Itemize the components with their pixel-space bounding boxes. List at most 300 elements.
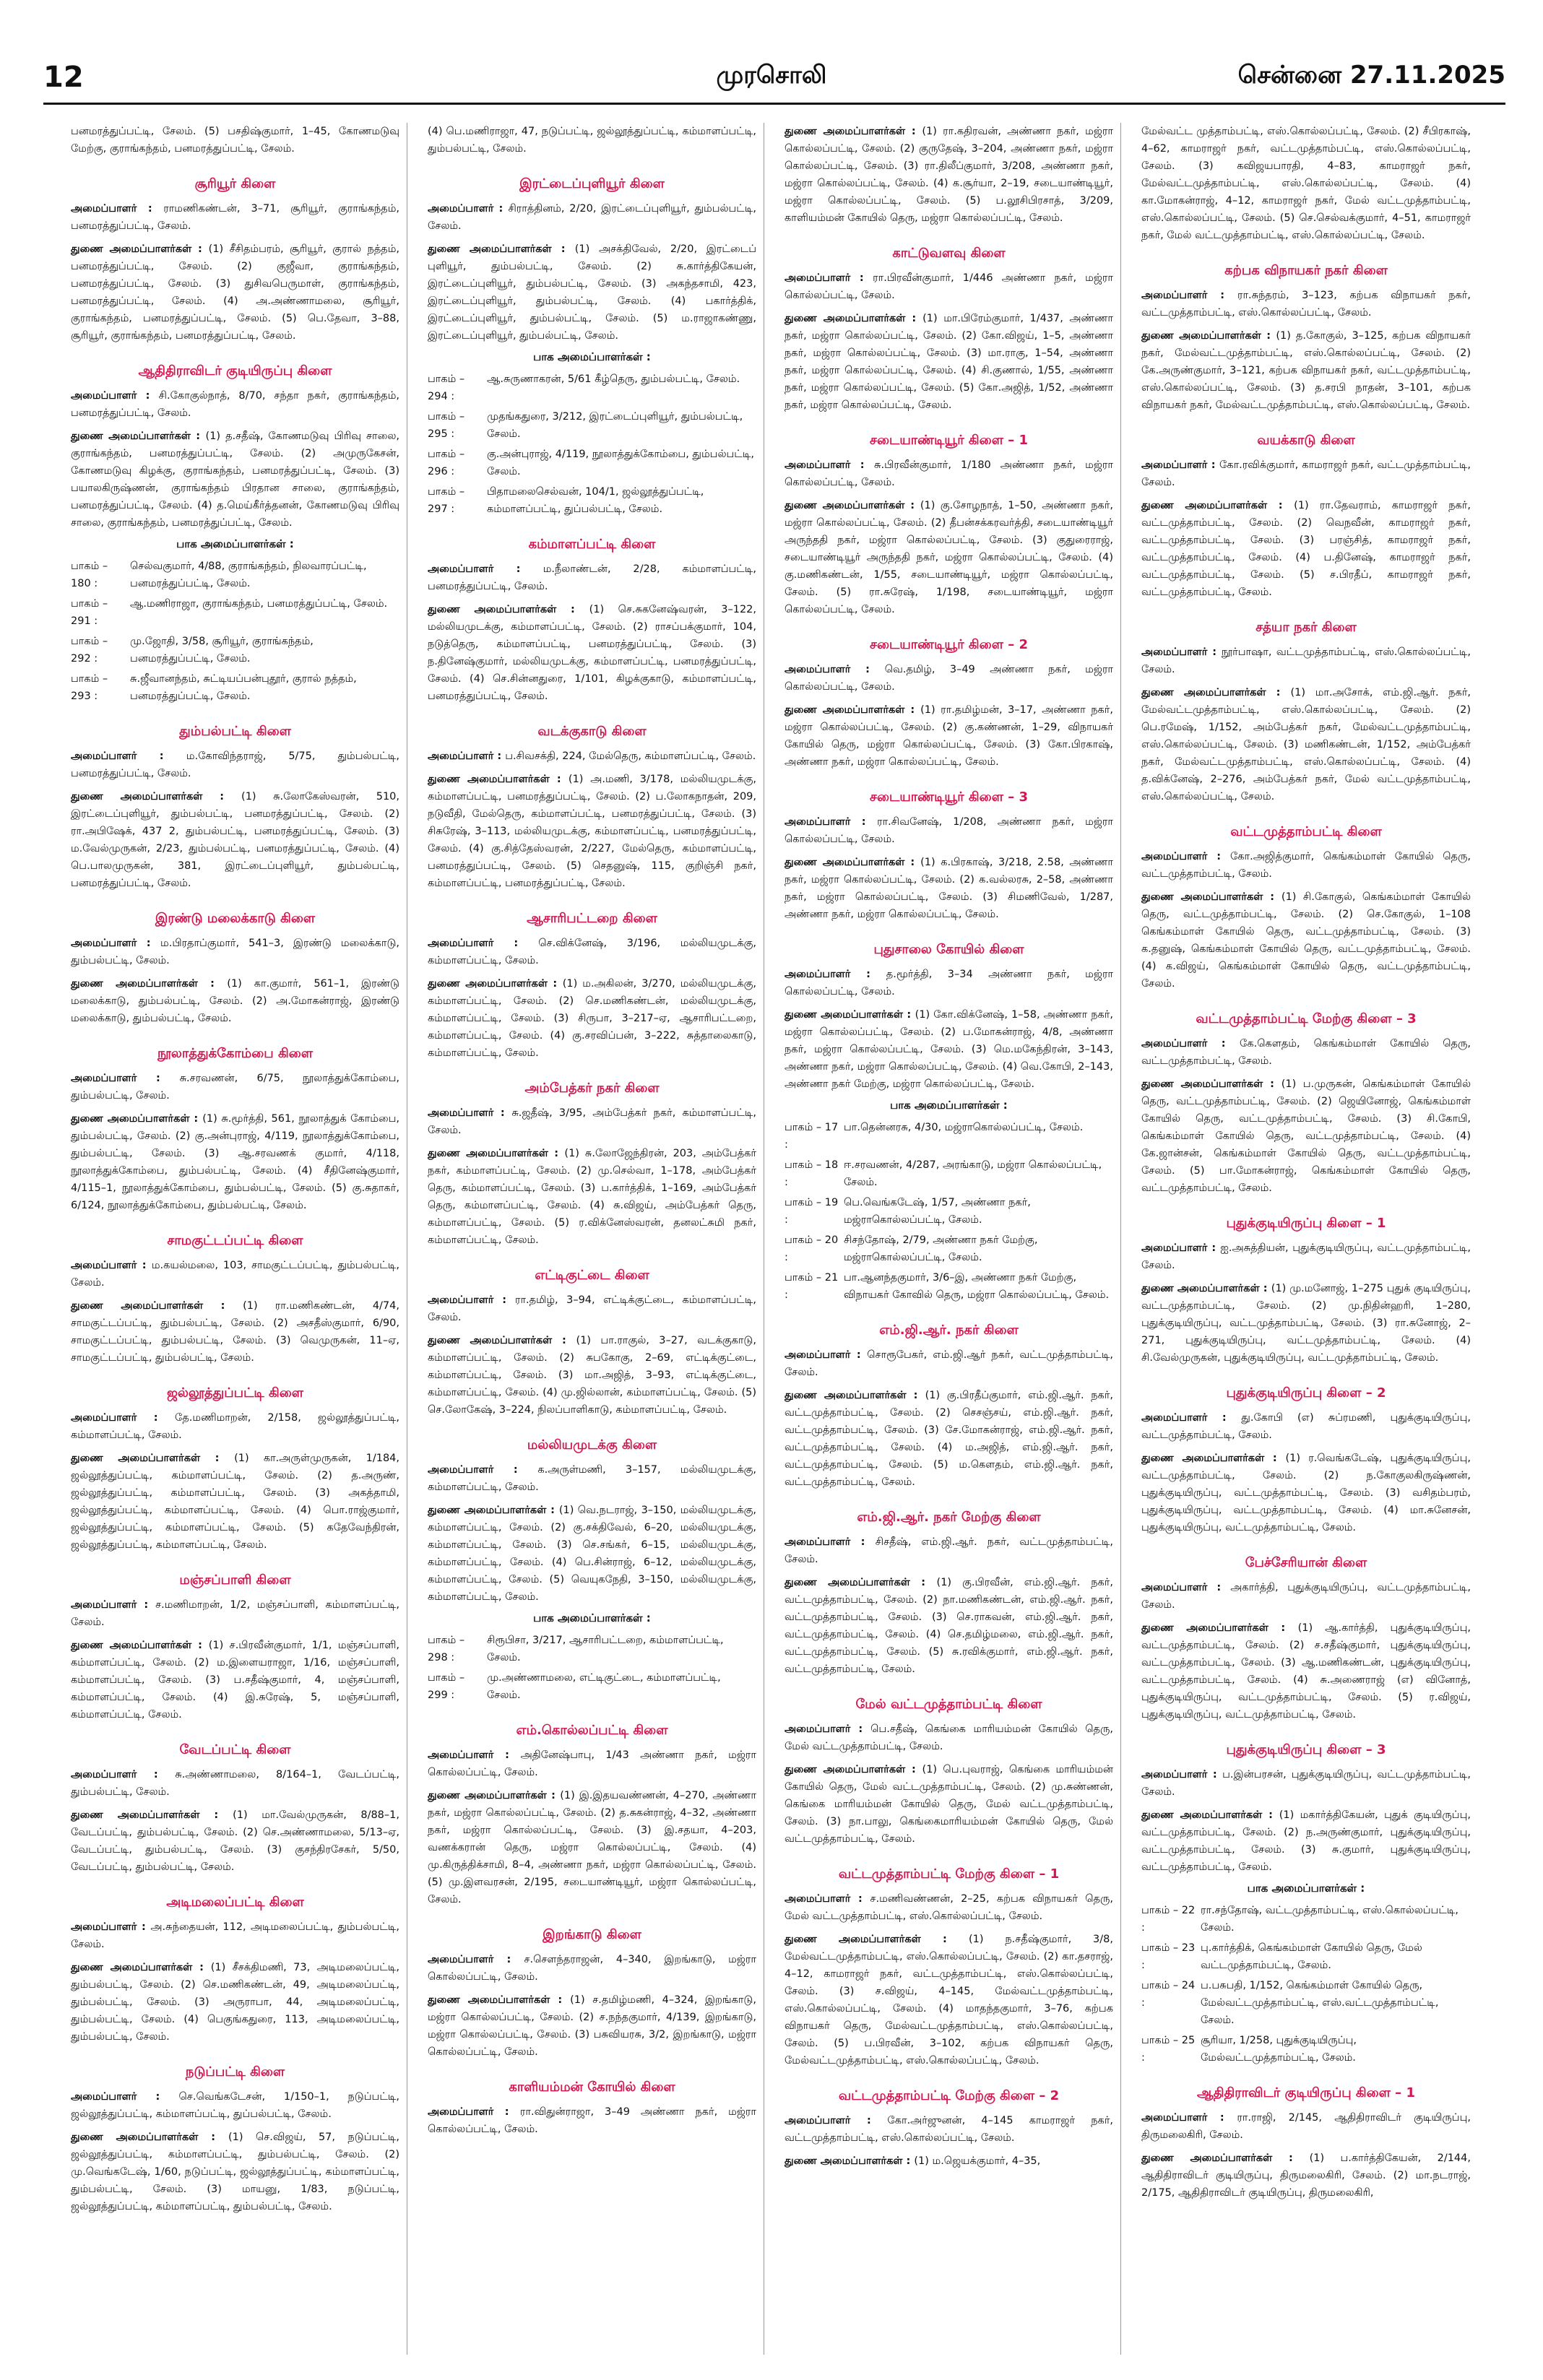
branch-heading: ஆதிதிராவிடர் குடியிருப்பு கிளை – 1 [1197,2085,1415,2100]
booth-organiser: பெ.வெங்கடேஷ், 1/57, அண்ணா நகர், மஜ்ராகொல்லப்பட்டி, சேலம். [844,1197,1031,1226]
column-1 [71,123,407,2355]
organiser-label: அமைப்பாளர் : [785,969,886,980]
booth-organisers-heading: பாக அமைப்பாளர்கள் : [890,1099,1008,1112]
booth-organisers-heading: பாக அமைப்பாளர்கள் : [533,350,651,363]
deputy-names: (1) கு.பிரதீப்குமார், எம்.ஜி.ஆர். நகர், வட்டமுத்தாம்பட்டி, சேலம். (2) செசஞ்சய், எம்.ஜி.ஆர். நகர், வட்டமுத்தாம்பட்டி, சேலம். (3) சே.மோகன்ராஜ், எம்.ஜி.ஆர். நகர், வட்டமுத்தாம்பட்டி, சேலம். (4) ம.அஜித், எம்.ஜி.ஆர். நகர், வட்டமுத்தாம்பட்டி, சேலம். (5) ம.கௌதம், எம்.ஜி.ஆர். நகர், வட்டமுத்தாம்பட்டி, சேலம். [785,1390,1113,1488]
deputy-label: துணை அமைப்பாளர்கள் : [428,604,589,615]
organiser-label: அமைப்பாளர் : [785,816,878,828]
organiser-label: அமைப்பாளர் : [428,1294,515,1306]
organiser [71,2088,399,2123]
deputy-organisers [428,241,756,345]
booth-number: பாகம் – 20 : [785,1234,839,1263]
branch-section [1141,620,1471,805]
booth-organiser: ஆ.சுருணாகரன், 5/61 கீழ்தெரு, தும்பல்பட்டி, சேலம். [487,373,740,385]
branch-section [428,123,756,157]
branch-heading: வயக்காடு கிளை [1257,433,1355,448]
organiser [1141,1035,1471,1070]
deputy-names: (1) மா.அசோக், எம்.ஜி.ஆர். நகர், மேல்வட்டமுத்தாம்பட்டி, எஸ்.கொல்லப்பட்டி, சேலம். (2) பெ.ரமேஷ், 1/152, அம்பேத்கர் நகர், மேல்வட்டமுத்தாம்பட்டி, எஸ்.கொல்லப்பட்டி, சேலம். (3) மணிகண்டன், 1/152, அம்பேத்கர் நகர், மேல்வட்டமுத்தாம்பட்டி, எஸ்.கொல்லப்பட்டி, சேலம். (4) த.விக்னேஷ், 2–276, அம்பேத்கர் நகர், மேல் வட்டமுத்தாம்பட்டி, எஸ்.கொல்லப்பட்டி, சேலம். [1141,687,1471,802]
branch-section [71,1572,399,1723]
organiser-name: சி.கோகுல்நாத், 8/70, சந்தா நகர், குராங்கந்தம், பனமரத்துப்பட்டி, சேலம். [71,390,399,419]
organiser [785,1890,1113,1925]
organiser-name: அகார்த்தி, புதுக்குடியிருப்பு, வட்டமுத்தாம்பட்டி, சேலம். [1141,1582,1471,1611]
booth-organiser: ப.பசுபதி, 1/152, கெங்கம்மாள் கோயில் தெரு, மேல்வட்டமுத்தாம்பட்டி, எஸ்.வட்டமுத்தாம்பட்டி, சேலம். [1201,1980,1439,2026]
booth-organiser: மு.ஜோதி, 3/58, சூரியூர், குராங்கந்தம், பனமரத்துப்பட்டி, சேலம். [130,636,314,665]
deputy-names: (1) பெ.புவராஜ், கெங்கை மாரியம்மன் கோயில் தெரு, மேல் வட்டமுத்தாம்பட்டி, சேலம். (2) மு.சுண்ணன், கெங்கை மாரியம்மன் கோயில் தெரு, மேல் வட்டமுத்தாம்பட்டி, சேலம். (3) நா.பாலு, கெங்கைமாரியம்மன் கோயில் தெரு, மேல் வட்டமுத்தாம்பட்டி, சேலம். [785,1764,1113,1845]
deputy-names: (1) இ.இதயவண்ணன், 4–270, அண்ணா நகர், மஜ்ரா கொல்லப்பட்டி, சேலம். (2) த.சுகன்ராஜ், 4–32, அண்ணா நகர், மஜ்ரா கொல்லப்பட்டி, சேலம். (3) இ.சதயா, 4–203, வணக்கரான் தெரு, மஜ்ரா கொல்லப்பட்டி, சேலம். (4) மு.கிருத்திக்சாமி, 8–4, அண்ணா நகர், மஜ்ரா கொல்லப்பட்டி, சேலம். (5) மு.இளவரசன், 2/195, சடையாண்டியூர், மஜ்ரா கொல்லப்பட்டி, சேலம். [428,1790,756,1905]
organiser-name: ச.மணிவண்ணன், 2–25, கற்பக விநாயகர் தெரு, மேல் வட்டமுத்தாம்பட்டி, எஸ்.கொல்லப்பட்டி, சேலம். [785,1893,1113,1922]
branch-section [71,1046,399,1214]
deputy-names: (1) மு.மனோஜ், 1–275 புதுக் குடியிருப்பு, வட்டமுத்தாம்பட்டி, சேலம். (2) மு.நிதின்ஹரி, 1–280, புதுக்குடியிருப்பு, வட்டமுத்தாம்பட்டி, சேலம். (3) ரா.சுனோஜ், 2–271, புதுக்குடியிருப்பு, வட்டமுத்தாம்பட்டி, சேலம். (4) சி.வேல்முருகன், புதுக்குடியிருப்பு, வட்டமுத்தாம்பட்டி, சேலம். [1141,1283,1471,1364]
booth-organiser: சிசந்தோஷ், 2/79, அண்ணா நகர் மேற்கு, மஜ்ராகொல்லப்பட்டி, சேலம். [844,1234,1038,1263]
organiser-name: ம.கோவிந்தராஜ், 5/75, தும்பல்பட்டி, பனமரத்துப்பட்டி, சேலம். [71,750,399,779]
booth-row [1141,2032,1471,2067]
booth-number: பாகம் – 291 : [71,598,108,627]
deputy-label: துணை அமைப்பாளர்கள் : [428,1994,571,2006]
branch-section [785,789,1113,923]
booth-organisers-heading: பாக அமைப்பாளர்கள் : [176,537,294,550]
deputy-label: துணை அமைப்பாளர்கள் : [785,1934,969,1945]
branch-section [785,1866,1113,2069]
organiser-name: வெ.தமிழ், 3–49 அண்ணா நகர், மஜ்ரா கொல்லப்பட்டி, சேலம். [785,664,1114,693]
deputy-organisers [71,2129,399,2215]
branch-heading: கம்மாளப்பட்டி கிளை [528,537,656,552]
organiser [428,1104,756,1139]
booth-organiser: சு.ஜீவானந்தம், சுட்டியப்பன்புதூர், குரால் நத்தம், பனமரத்துப்பட்டி, சேலம். [130,673,357,702]
booth-organiser: பா.தென்னரசு, 4/30, மஜ்ராகொல்லப்பட்டி, சேலம். [844,1122,1084,1133]
deputy-organisers [71,428,399,532]
deputy-organisers [1141,1619,1471,1723]
booth-organiser: பா.ஆனந்தகுமார், 3/6–இ, அண்ணா நகர் மேற்கு, விநாயகர் கோவில் தெரு, மஜ்ரா கொல்லப்பட்டி, சேலம். [844,1272,1110,1301]
deputy-label: துணை அமைப்பாளர்கள் : [785,1009,915,1021]
masthead-rule [43,103,1505,105]
booth-row [71,595,399,630]
booth-row [428,1632,756,1666]
deputy-names: (1) ரா.கதிரவன், அண்ணா நகர், மஜ்ரா கொல்லப்பட்டி, சேலம். (2) குருதேஷ், 3–204, அண்ணா நகர், மஜ்ரா கொல்லப்பட்டி, சேலம். (3) ரா.திலீப்குமார், 3/208, அண்ணா நகர், மஜ்ரா கொல்லப்பட்டி, சேலம். (4) க.சூர்யா, 2–19, சடையாண்டியூர், மஜ்ரா கொல்லப்பட்டி, சேலம். (5) ப.லூசிபிரசாத், 3/209, காளியம்மன் கோயில் தெரு, மஜ்ரா கொல்லப்பட்டி, சேலம். [785,126,1113,224]
branch-section [785,1697,1113,1848]
deputy-label: துணை அமைப்பாளர்கள் : [1141,1078,1281,1090]
organiser [785,661,1113,696]
organiser [428,1461,756,1496]
branch-heading: ஆதிதிராவிடர் குடியிருப்பு கிளை [138,363,332,378]
branch-section [785,942,1113,1304]
organiser-label: அமைப்பாளர் : [71,1412,176,1424]
booth-number: பாகம் – 295 : [428,411,465,440]
booth-organiser: பிதாமலைசெல்வன், 104/1, ஜல்லூத்துப்பட்டி, கம்மாளப்பட்டி, துப்பல்பட்டி, சேலம். [487,486,704,515]
organiser [71,1918,399,1953]
booth-number: பாகம் – 297 : [428,486,465,515]
branch-heading: ஜல்லூத்துப்பட்டி கிளை [166,1385,304,1401]
organiser-label: அமைப்பாளர் : [71,1073,180,1084]
deputy-names: (1) கு.சோழநாத், 1–50, அண்ணா நகர், மஜ்ரா கொல்லப்பட்டி, சேலம். (2) தீபன்சக்கரவர்த்தி, சடையாண்டியூர் அருந்ததி நகர், மஜ்ரா கொல்லப்பட்டி, சேலம். (3) குதுரைராஜ், சடையாண்டியூர் அருந்ததி நகர், மஜ்ரா கொல்லப்பட்டி, சேலம். (4) கு.மணிகண்டன், 1/55, சடையாண்டியூர், மஜ்ரா கொல்லப்பட்டி, சேலம். (5) ரா.சுரேஷ், 1/198, சடையாண்டியூர், மஜ்ரா கொல்லப்பட்டி, சேலம். [785,500,1113,615]
organiser-label: அமைப்பாளர் : [1141,290,1237,301]
branch-heading: புதுக்குடியிருப்பு கிளை – 1 [1226,1216,1386,1231]
branch-section [1141,1742,1471,2067]
organiser-label: அமைப்பாளர் : [71,203,164,215]
branch-section [785,1510,1113,1678]
booth-row [785,1156,1113,1191]
edition-date: சென்னை 27.11.2025 [1237,61,1505,90]
deputy-label: துணை அமைப்பாளர்கள் : [785,2155,915,2167]
booth-row [71,670,399,705]
organiser-name: ரா.சிவனேஷ், 1/208, அண்ணா நகர், மஜ்ரா கொல்லப்பட்டி, சேலம். [785,816,1113,845]
deputy-names: (1) சு.லோகேஸ்வரன், 510, இரட்டைப்புளியூர், தும்பல்பட்டி, பனமரத்துப்பட்டி, சேலம். (2) ரா.அபிஷேக், 437 2, தும்பல்பட்டி, பனமரத்துப்பட்டி, சேலம். (3) ம.வேல்முருகன், 2/23, தும்பல்பட்டி, பனமரத்துப்பட்டி, சேலம். (4) பெ.பாலமுருகன், 381, இரட்டைப்புளியூர், தும்பல்பட்டி, பனமரத்துப்பட்டி, சேலம். [71,791,400,889]
deputy-organisers [785,1387,1113,1491]
booth-organisers-heading: பாக அமைப்பாளர்கள் : [1247,1882,1365,1895]
branch-section [428,537,756,705]
organiser [785,456,1113,491]
deputy-names: (1) ர.வெங்கடேஷ், புதுக்குடியிருப்பு, வட்டமுத்தாம்பட்டி, சேலம். (2) ந.கோகுலகிருஷ்ணன், புதுக்குடியிருப்பு, வட்டமுத்தாம்பட்டி, சேலம். (3) வசிதம்பரம், புதுக்குடியிருப்பு, வட்டமுத்தாம்பட்டி, சேலம். (4) மா.சுனேசன், புதுக்குடியிருப்பு, வட்டமுத்தாம்பட்டி, சேலம். [1141,1453,1471,1533]
branch-section [785,2088,1113,2170]
organiser-label: அமைப்பாளர் : [71,1260,152,1271]
deputy-names: (1) மா.பிரேம்குமார், 1/437, அண்ணா நகர், மஜ்ரா கொல்லப்பட்டி, சேலம். (2) கோ.விஜய், 1–5, அண்ணா நகர், மஜ்ரா கொல்லப்பட்டி, சேலம். (3) மா.ராகு, 1–54, அண்ணா நகர், மஜ்ரா கொல்லப்பட்டி, சேலம். (4) சி.குணால், 1/55, அண்ணா நகர், மஜ்ரா கொல்லப்பட்டி, சேலம். (5) கோ.அஜித், 1/52, அண்ணா நகர், மஜ்ரா கொல்லப்பட்டி, சேலம். [785,313,1113,411]
organiser [71,387,399,422]
deputy-names: (1) சி.கோகுல், கெங்கம்மாள் கோயில் தெரு, வட்டமுத்தாம்பட்டி, சேலம். (2) செ.கோகுல், 1–108 கெங்கம்மாள் கோயில் தெரு, வட்டமுத்தாம்பட்டி, சேலம். (3) க.தனுஷ், கெங்கம்மாள் கோயில் தெரு, வட்டமுத்தாம்பட்டி, சேலம். (4) க.விஜய், கெங்கம்மாள் கோயில் தெரு, வட்டமுத்தாம்பட்டி, சேலம். [1141,891,1471,990]
organiser [428,748,756,765]
deputy-names: (1) மகார்த்திகேயன், புதுக் குடியிருப்பு, வட்டமுத்தாம்பட்டி, சேலம். (2) ந.அருண்குமார், புதுக்குடியிருப்பு, வட்டமுத்தாம்பட்டி, சேலம். (3) சு.குமார், புதுக்குடியிருப்பு, வட்டமுத்தாம்பட்டி, சேலம். [1141,1809,1471,1873]
organiser [428,1747,756,1781]
deputy-label: துணை அமைப்பாளர்கள் : [785,500,920,511]
organiser-name: ரா.தமிழ், 3–94, எட்டிக்குட்டை, கம்மாளப்பட்டி, சேலம். [428,1294,756,1323]
organiser [1141,2109,1471,2144]
organiser [785,1721,1113,1755]
deputy-label: துணை அமைப்பாளர்கள் : [71,791,242,802]
deputy-organisers [785,854,1113,923]
deputy-label: துணை அமைப்பாளர்கள் : [428,243,575,255]
deputy-names: (1) சு.மூர்த்தி, 561, நூலாத்துக் கோம்பை, தும்பல்பட்டி, சேலம். (2) கு.அன்புராஜ், 4/119, நூலாத்துக்கோம்பை, தும்பல்பட்டி, சேலம். (3) ஆ.சரவணக் குமார், 4/118, நூலாத்துக்கோம்பை, தும்பல்பட்டி, சேலம். (4) சீதினேஷ்குமார், 4/115–1, நூலாத்துக்கோம்பை, தும்பல்பட்டி, சேலம். (5) கு.சுதாகர், 6/124, நூலாத்துக்கோம்பை, தும்பல்பட்டி, சேலம். [71,1113,399,1211]
organiser-name: ப.இன்பரசன், புதுக்குடியிருப்பு, வட்டமுத்தாம்பட்டி, சேலம். [1141,1769,1471,1798]
deputy-organisers [1141,1450,1471,1536]
deputy-label: துணை அமைப்பாளர்கள் : [1141,500,1295,511]
organiser-label: அமைப்பாளர் : [1141,1769,1223,1780]
booth-row [71,633,399,667]
organiser [428,561,756,595]
booth-number: பாகம் – 180 : [71,561,108,589]
organiser-label: அமைப்பாளர் : [71,750,186,762]
continued-text: பனமரத்துப்பட்டி, சேலம். (5) பசதிஷ்குமார், 1–45, கோணமடுவு மேற்கு, குராங்கந்தம், பனமரத்துப்பட்டி, சேலம். [71,126,399,155]
organiser-label: அமைப்பாளர் : [71,938,161,949]
deputy-organisers [785,1761,1113,1848]
deputy-label: துணை அமைப்பாளர்கள் : [71,1453,235,1464]
organiser-label: அமைப்பாளர் : [428,750,506,762]
organiser [1141,287,1471,321]
organiser-name: செ.வெங்கடேசன், 1/150–1, நடுப்பட்டி, ஜல்லூத்துப்பட்டி, கம்மாளப்பட்டி, துப்பல்பட்டி, சேலம். [71,2091,400,2120]
branch-heading: இரண்டு மலைக்காடு கிளை [155,911,316,926]
deputy-organisers [1141,327,1471,414]
branch-section [1141,1555,1471,1723]
deputy-organisers [1141,497,1471,601]
branch-heading: காளியம்மன் கோயில் கிளை [509,2080,675,2095]
deputy-names: (1) செ.சுகனேஷ்வரன், 3–122, மல்லியமுடக்கு, கம்மாளப்பட்டி, சேலம். (2) ராசப்பக்குமார், 104, நடுத்தெரு, கம்மாளப்பட்டி, பனமரத்துப்பட்டி, சேலம். (3) ந.தினேஷ்குமார், மல்லியமுடக்கு, கம்மாளப்பட்டி, பனமரத்துப்பட்டி, சேலம். (4) செ.சின்னதுரை, 1/101, கிழக்குகாடு, கம்மாளப்பட்டி, பனமரத்துப்பட்டி, சேலம். [428,604,756,702]
booth-number: பாகம் – 299 : [428,1672,465,1701]
deputy-names: (1) அசக்திவேல், 2/20, இரட்டைப் புளியூர், தும்பல்பட்டி, சேலம். (2) சு.கார்த்திகேயன், இரட்டைப்புளியூர், தும்பல்பட்டி, சேலம். (3) அகந்தசாமி, 423, இரட்டைப்புளியூர், தும்பல்பட்டி, சேலம். (4) பகார்த்திக், இரட்டைப்புளியூர், தும்பல்பட்டி, சேலம். (5) ம.ராஜாகண்ணு, இரட்டைப்புளியூர், தும்பல்பட்டி, சேலம். [428,243,756,342]
branch-section [428,1437,756,1704]
branch-section [1141,433,1471,601]
deputy-names: (1) த.கோகுல், 3–125, கற்பக விநாயகர் நகர், மேல்வட்டமுத்தாம்பட்டி, எஸ்.கொல்லப்பட்டி, சேலம். (2) கே.அருண்குமார், 3–121, கற்பக விநாயகர் நகர், வட்டமுத்தாம்பட்டி, எஸ்.கொல்லப்பட்டி, சேலம். (3) த.சரபி நாதன், 3–101, கற்பக விநாயகர் நகர், மேல்வட்டமுத்தாம்பட்டி, எஸ்.கொல்லப்பட்டி, சேலம். [1141,330,1471,411]
deputy-organisers [1141,888,1471,992]
organiser-name: சிசதீஷ், எம்.ஜி.ஆர். நகர், வட்டமுத்தாம்பட்டி, சேலம். [785,1536,1113,1565]
deputy-organisers [71,1806,399,1876]
column-2 [428,123,764,2355]
branch-heading: நூலாத்துக்கோம்பை கிளை [157,1046,313,1061]
booth-number: பாகம் – 292 : [71,636,108,665]
booth-organiser: ஆ.மணிராஜா, குராங்கந்தம், பனமரத்துப்பட்டி, சேலம். [130,598,388,610]
booth-row [785,1119,1113,1154]
organiser-name: நூர்பாஷா, வட்டமுத்தாம்பட்டி, எஸ்.கொல்லப்பட்டி, சேலம். [1141,646,1471,675]
branch-section [71,724,399,892]
deputy-label: துணை அமைப்பாளர்கள் : [71,1300,243,1312]
organiser-label: அமைப்பாளர் : [428,203,509,215]
continued-text: மேல்வட்ட முத்தாம்பட்டி, எஸ்.கொல்லப்பட்டி, சேலம். (2) சீபிரகாஷ், 4–62, காமராஜர் நகர், வட்டமுத்தாம்பட்டி, எஸ்.கொல்லப்பட்டி, சேலம். (3) கவிஜயபாரதி, 4–83, காமராஜர் நகர், மேல்வட்டமுத்தாம்பட்டி, எஸ்.கொல்லப்பட்டி, சேலம். (4) கா.மோகன்ராஜ், 4–12, காமராஜர் நகர், மேல் வட்டமுத்தாம்பட்டி, எஸ்.கொல்லப்பட்டி, சேலம். (5) செ.செல்வக்குமார், 4–51, காமராஜர் நகர், மேல் வட்டமுத்தாம்பட்டி, எஸ்.கொல்லப்பட்டி, சேலம். [1141,126,1471,241]
booth-organiser: கு.அன்புராஜ், 4/119, நூலாத்துக்கோம்பை, தும்பல்பட்டி, சேலம். [487,449,754,477]
organiser [1141,644,1471,678]
deputy-names: (1) ம.அகிலன், 3/270, மல்லியமுடக்கு, கம்மாளப்பட்டி, சேலம். (2) செ.மணிகண்டன், மல்லியமுடக்கு, கம்மாளப்பட்டி, சேலம். (3) சிருபா, 3–217–ஏ, ஆசாரிபட்டறை, கம்மாளப்பட்டி, சேலம். (4) கு.சரவிப்பன், 3–222, சுத்தாலைகாடு, கம்மாளப்பட்டி, சேலம். [428,978,756,1059]
branch-heading: இறங்காடு கிளை [543,1927,641,1942]
deputy-label: துணை அமைப்பாளர்கள் : [71,1962,211,1973]
organiser [1141,1239,1471,1274]
booth-organiser: பு.கார்த்திக், கெங்கம்மாள் கோயில் தெரு, மேல் வட்டமுத்தாம்பட்டி, சேலம். [1201,1942,1422,1971]
deputy-names: (1) த.சதீஷ், கோணமடுவு பிரிவு சாலை, குராங்கந்தம், பனமரத்துப்பட்டி, சேலம். (2) அமுருகேசன், கோணமடுவு கிழக்கு, குராங்கந்தம், பனமரத்துப்பட்டி, சேலம். (3) பயாலகிருஷ்ணன், குராங்கந்தம் பிரதான சாலை, குராங்கந்தம், பனமரத்துப்பட்டி, சேலம். (4) த.மெய்கீர்த்தனன், கோணமடுவு பிரிவு சாலை, குராங்கந்தம், பனமரத்துப்பட்டி, சேலம். [71,430,399,529]
organiser-label: அமைப்பாளர் : [71,1769,176,1780]
booth-row [1141,1977,1471,2029]
organiser-name: ச.செளந்தராஜன், 4–340, இறங்காடு, மஜ்ரா கொல்லப்பட்டி, சேலம். [428,1954,756,1983]
organiser-name: ம.பிரதாப்குமார், 541–3, இரண்டு மலைக்காடு, தும்பல்பட்டி, சேலம். [71,938,399,966]
deputy-label: துணை அமைப்பாளர்கள் : [1141,891,1281,903]
organiser [71,1409,399,1444]
booth-organiser: முதங்கதுரை, 3/212, இரட்டைப்புளியூர், தும்பல்பட்டி, சேலம். [487,411,743,440]
organiser-name: கோ.ரவிக்குமார், காமராஜர் நகர், வட்டமுத்தாம்பட்டி, சேலம். [1141,459,1471,488]
branch-section [71,123,399,157]
branch-section [71,363,399,705]
organiser-label: அமைப்பாளர் : [1141,1242,1221,1254]
deputy-organisers [428,601,756,705]
branch-section [71,1233,399,1367]
organiser-label: அமைப்பாளர் : [71,2091,179,2103]
deputy-names: (1) சீசிதம்பரம், சூரியூர், குரால் நத்தம், பனமரத்துப்பட்டி, சேலம். (2) குஜீவா, குராங்கந்தம், பனமரத்துப்பட்டி, சேலம். (3) துசிவபெருமாள், குராங்கந்தம், பனமரத்துப்பட்டி, சேலம். (4) அ.அண்ணாமலை, சூரியூர், குராங்கந்தம், பனமரத்துப்பட்டி, சேலம். (5) பெ.தேவா, 3–88, சூரியூர், குராங்கந்தம், பனமரத்துப்பட்டி, சேலம். [71,243,400,342]
booth-row [428,1669,756,1704]
organiser-label: அமைப்பாளர் : [71,1599,156,1611]
deputy-names: (1) ப.முருகன், கெங்கம்மாள் கோயில் தெரு, வட்டமுத்தாம்பட்டி, சேலம். (2) ஜெயினோஜ், கெங்கம்மாள் கோயில் தெரு, வட்டமுத்தாம்பட்டி, சேலம். (3) சி.கோபி, கெங்கம்மாள் கோயில் தெரு, வட்டமுத்தாம்பட்டி, சேலம். (4) கே.ஜான்சன், கெங்கம்மாள் கோயில் தெரு, வட்டமுத்தாம்பட்டி, சேலம். (5) பா.மோகன்ராஜ், கெங்கம்மாள் கோயில் தெரு, வட்டமுத்தாம்பட்டி, சேலம். [1141,1078,1471,1194]
deputy-label: துணை அமைப்பாளர்கள் : [1141,330,1276,342]
deputy-organisers [71,788,399,892]
organiser-label: அமைப்பாளர் : [428,938,539,949]
booth-row [428,483,756,518]
organiser [785,269,1113,304]
branch-section [785,1323,1113,1491]
branch-section [428,176,756,518]
branch-heading: எட்டிகுட்டை கிளை [535,1268,649,1283]
deputy-names: (1) ப.கார்த்திகேயன், 2/144, ஆதிதிராவிடர் குடியிருப்பு, திருமலைகிரி, சேலம். (2) மா.நடராஜ், 2/175, ஆதிதிராவிடர் குடியிருப்பு, திருமலைகிரி, [1141,2152,1471,2199]
deputy-label: துணை அமைப்பாளர்கள் : [71,2132,228,2143]
booth-row [71,558,399,592]
deputy-names: (1) ந.சதீஷ்குமார், 3/8, மேல்வட்டமுத்தாம்பட்டி, எஸ்.கொல்லப்பட்டி, சேலம். (2) கா.தசராஜ், 4–12, காமராஜர் நகர், வட்டமுத்தாம்பட்டி, எஸ்.கொல்லப்பட்டி, சேலம். (3) ச.விஜய், 4–145, மேல்வட்டமுத்தாம்பட்டி, எஸ்.கொல்லப்பட்டி, சேலம். (4) மாதந்தகுமார், 3–76, கற்பக விநாயகர் தெரு, மேல்வட்டமுத்தாம்பட்டி, எஸ்.கொல்லப்பட்டி, சேலம். (5) ப.பிரவீன், 3–102, கற்பக விநாயகர் தெரு, மேல்வட்டமுத்தாம்பட்டி, எஸ்.கொல்லப்பட்டி, சேலம். [785,1934,1113,2067]
deputy-label: துணை அமைப்பாளர்கள் : [785,704,921,716]
organiser-label: அமைப்பாளர் : [1141,1412,1242,1424]
organiser-label: அமைப்பாளர் : [1141,459,1220,471]
branch-section [428,1081,756,1249]
deputy-label: துணை அமைப்பாளர்கள் : [428,978,563,990]
deputy-organisers [785,123,1113,227]
deputy-organisers [785,310,1113,414]
organiser-name: ரா.சுந்தரம், 3–123, கற்பக விநாயகர் நகர், வட்டமுத்தாம்பட்டி, எஸ்.கொல்லப்பட்டி, சேலம். [1141,290,1471,319]
booth-organiser: சிரூபிசா, 3/217, ஆசாரிபட்டறை, கம்மாளப்பட்டி, சேலம். [487,1635,724,1663]
organiser-name: ம.நீலாண்டன், 2/28, கம்மாளப்பட்டி, பனமரத்துப்பட்டி, சேலம். [428,563,756,592]
deputy-organisers [428,1991,756,2061]
organiser-label: அமைப்பாளர் : [1141,646,1222,658]
deputy-names: (1) ஆ.கார்த்தி, புதுக்குடியிருப்பு, வட்டமுத்தாம்பட்டி, சேலம். (2) ச.சதீஷ்குமார், புதுக்குடியிருப்பு, வட்டமுத்தாம்பட்டி, சேலம். (3) ஆ.மணிகண்டன், புதுக்குடியிருப்பு, வட்டமுத்தாம்பட்டி, சேலம். (4) சு.அணைராஜ் (எ) வினோத், புதுக்குடியிருப்பு, வட்டமுத்தாம்பட்டி, சேலம். (5) ர.விஜய், புதுக்குடியிருப்பு, வட்டமுத்தாம்பட்டி, சேலம். [1141,1622,1471,1721]
organiser-label: அமைப்பாளர் : [1141,1038,1240,1050]
booth-row [785,1232,1113,1266]
organiser [71,1070,399,1104]
organiser-name: சு.பிரவீன்குமார், 1/180 அண்ணா நகர், மஜ்ரா கொல்லப்பட்டி, சேலம். [785,459,1114,488]
booth-row [428,371,756,405]
deputy-label: துணை அமைப்பாளர்கள் : [1141,1622,1298,1634]
organiser [785,966,1113,1000]
booth-row [785,1194,1113,1229]
deputy-names: (1) க.பிரகாஷ், 3/218, 2.58, அண்ணா நகர், மஜ்ரா கொல்லப்பட்டி, சேலம். (2) க.வல்லரசு, 2–58, அண்ணா நகர், மஜ்ரா கொல்லப்பட்டி, சேலம். (3) சிமணிவேல், 1/287, அண்ணா நகர், மஜ்ரா கொல்லப்பட்டி, சேலம். [785,857,1113,920]
deputy-names: (1) செ.விஜய், 57, நடுப்பட்டி, ஜல்லூத்துப்பட்டி, கம்மாளப்பட்டி, தும்பல்பட்டி, சேலம். (2) மு.வெங்கடேஷ், 1/60, நடுப்பட்டி, ஜல்லூத்துப்பட்டி, கம்மாளப்பட்டி, தும்பல்பட்டி, சேலம். (3) மாயனு, 1/83, நடுப்பட்டி, ஜல்லூத்துப்பட்டி, கம்மாளப்பட்டி, தும்பல்பட்டி, சேலம். [71,2132,399,2212]
branch-section [1141,1011,1471,1197]
deputy-organisers [428,975,756,1062]
organiser-name: ராமணிகண்டன், 3–71, சூரியூர், குராங்கந்தம், பனமரத்துப்பட்டி, சேலம். [71,203,400,232]
organiser [428,200,756,235]
organiser-name: ம.கயல்மலை, 103, சாமகுட்டப்பட்டி, தும்பல்பட்டி, சேலம். [71,1260,399,1289]
booth-organiser: மு.அண்ணாமலை, எட்டிகுட்டை, கம்மாளப்பட்டி, சேலம். [487,1672,721,1701]
branch-heading: எம்.ஜி.ஆர். நகர் கிளை [879,1323,1019,1338]
deputy-names: (1) பா.ராகுல், 3–27, வடக்குகாடு, கம்மாளப்பட்டி, சேலம். (2) சுபகோகு, 2–69, எட்டிக்குட்டை, கம்மாளப்பட்டி, சேலம். (3) மா.அஜித், 3–93, எட்டிக்குட்டை, கம்மாளப்பட்டி, சேலம். (4) மு.ஜில்லான், கம்மாளப்பட்டி, சேலம். (5) செ.லோகேஷ், 3–224, நிலப்பாளிகாடு, கம்மாளப்பட்டி, சேலம். [428,1335,756,1416]
newspaper-name: முரசொலி [716,61,827,90]
branch-heading: புதுசாலை கோயில் கிளை [873,942,1024,957]
branch-heading: காட்டுவளவு கிளை [892,246,1006,261]
deputy-names: (1) அ.மணி, 3/178, மல்லியமுடக்கு, கம்மாளப்பட்டி, பனமரத்துப்பட்டி, சேலம். (2) ப.லோகநாதன், 209, நடுவீதி, மேல்தெரு, கம்மாளப்பட்டி, பனமரத்துப்பட்டி, சேலம். (3) சிசுரேஷ், 3–113, மல்லியமுடக்கு, கம்மாளப்பட்டி, பனமரத்துப்பட்டி, சேலம். (4) கு.சித்தேஸ்வரன், 2/227, மேல்தெரு, கம்மாளப்பட்டி, பனமரத்துப்பட்டி, சேலம். (5) செதனுஷ், 115, குறிஞ்சி நகர், கம்மாளப்பட்டி, பனமரத்துப்பட்டி, சேலம். [428,774,756,889]
branch-section [428,1927,756,2061]
branch-section [428,1268,756,1419]
branch-heading: கற்பக விநாயகர் நகர் கிளை [1224,263,1388,278]
deputy-organisers [428,1145,756,1249]
booth-row [785,1269,1113,1304]
booth-row [428,408,756,443]
branch-heading: வேடப்பட்டி கிளை [179,1742,291,1757]
deputy-organisers [428,771,756,892]
deputy-label: துணை அமைப்பாளர்கள் : [785,1390,925,1401]
branch-heading: தும்பல்பட்டி கிளை [179,724,291,739]
branch-heading: சடையாண்டியூர் கிளை – 2 [870,637,1028,652]
deputy-label: துணை அமைப்பாளர்கள் : [71,1640,209,1651]
organiser-name: சு.ஜதீஷ், 3/95, அம்பேத்கர் நகர், கம்மாளப்பட்டி, சேலம். [428,1107,757,1136]
organiser-label: அமைப்பாளர் : [428,1954,524,1965]
branch-heading: வடக்குகாடு கிளை [537,724,647,739]
organiser-name: ஐ.அசுத்தியன், புதுக்குடியிருப்பு, வட்டமுத்தாம்பட்டி, சேலம். [1141,1242,1471,1271]
organiser-label: அமைப்பாளர் : [71,1921,151,1933]
organiser-name: கோ.அர்ஜுனன், 4–145 காமராஜர் நகர், வட்டமுத்தாம்பட்டி, எஸ்.கொல்லப்பட்டி, சேலம். [785,2115,1114,2144]
organiser [71,1257,399,1291]
deputy-label: துணை அமைப்பாளர்கள் : [1141,2152,1310,2164]
organiser [71,935,399,969]
organiser-label: அமைப்பாளர் : [785,1893,870,1905]
organiser [1141,456,1471,491]
deputy-names: (1) ச.பிரவீன்குமார், 1/1, மஞ்சப்பாளி, கம்மாளப்பட்டி, சேலம். (2) ம.இளையராஜா, 1/16, மஞ்சப்பாளி, கம்மாளப்பட்டி, சேலம். (3) ப.சதீஷ்குமார், 4, மஞ்சப்பாளி, கம்மாளப்பட்டி, சேலம். (4) இ.சுரேஷ், 5, மஞ்சப்பாளி, கம்மாளப்பட்டி, சேலம். [71,1640,399,1721]
organiser-name: அதினேஷ்பாபு, 1/43 அண்ணா நகர், மஜ்ரா கொல்லப்பட்டி, சேலம். [428,1749,756,1778]
organiser [428,2103,756,2138]
continued-text: (4) பெ.மணிராஜா, 47, நடுப்பட்டி, ஜல்லூத்துப்பட்டி, கம்மாளப்பட்டி, தும்பல்பட்டி, சேலம். [428,126,756,155]
branch-section [428,2080,756,2138]
branch-heading: பேச்சேரியான் கிளை [1245,1555,1367,1570]
organiser-name: ரா.பிரவீன்குமார், 1/446 அண்ணா நகர், மஜ்ரா கொல்லப்பட்டி, சேலம். [785,272,1113,301]
organiser [785,1346,1113,1381]
branch-heading: சூரியூர் கிளை [194,176,276,191]
branch-heading: சத்யா நகர் கிளை [1255,620,1357,635]
deputy-label: துணை அமைப்பாளர்கள் : [1141,687,1291,698]
booth-organiser: சூரியா, 1/258, புதுக்குடியிருப்பு, மேல்வட்டமுத்தாம்பட்டி, சேலம். [1201,2035,1357,2064]
organiser-name: கோ.அஜித்குமார், கெங்கம்மாள் கோயில் தெரு, வட்டமுத்தாம்பட்டி, சேலம். [1141,851,1471,880]
booth-organiser: செல்வகுமார், 4/88, குராங்கந்தம், நிலவாரப்பட்டி, பனமரத்துப்பட்டி, சேலம். [130,561,367,589]
deputy-label: துணை அமைப்பாளர்கள் : [71,1113,203,1125]
deputy-organisers [71,975,399,1027]
organiser-label: அமைப்பாளர் : [1141,1582,1231,1593]
booth-row [1141,1939,1471,1974]
branch-section [71,2064,399,2215]
deputy-organisers [785,701,1113,771]
organiser-name: சு.சரவணன், 6/75, நூலாத்துக்கோம்பை, தும்பல்பட்டி, சேலம். [71,1073,399,1102]
deputy-label: துணை அமைப்பாளர்கள் : [71,978,228,990]
deputy-organisers [1141,1280,1471,1367]
deputy-organisers [785,1574,1113,1678]
branch-section [785,246,1113,414]
branch-heading: அடிமலைப்பட்டி கிளை [166,1895,304,1910]
deputy-organisers [785,2152,1113,2170]
branch-section [71,911,399,1027]
booth-organisers-heading: பாக அமைப்பாளர்கள் : [533,1611,651,1624]
deputy-organisers [71,1959,399,2046]
booth-number: பாகம் – 18 : [785,1159,839,1188]
organiser-name: ரா.விதுன்ராஜா, 3–49 அண்ணா நகர், மஜ்ரா கொல்லப்பட்டி, சேலம். [428,2106,757,2135]
branch-heading: சடையாண்டியூர் கிளை – 1 [870,433,1028,448]
deputy-label: துணை அமைப்பாளர்கள் : [428,1505,559,1516]
branch-heading: எம்.ஜி.ஆர். நகர் மேற்கு கிளை [857,1510,1041,1525]
organiser-label: அமைப்பாளர் : [428,1107,512,1119]
branch-heading: வட்டமுத்தாம்பட்டி மேற்கு கிளை – 3 [1196,1011,1417,1026]
column-4 [1141,123,1478,2355]
booth-number: பாகம் – 21 : [785,1272,839,1301]
booth-number: பாகம் – 23 : [1141,1942,1196,1971]
deputy-organisers [428,1332,756,1419]
organiser-label: அமைப்பாளர் : [785,459,875,471]
deputy-organisers [785,1006,1113,1093]
branch-section [1141,824,1471,992]
branch-section [71,1895,399,2046]
organiser-name: அ.சுந்தையன், 112, அடிமலைப்பட்டி, தும்பல்பட்டி, சேலம். [71,1921,399,1950]
organiser-name: செ.விக்னேஷ், 3/196, மல்லியமுடக்கு, கம்மாளப்பட்டி, சேலம். [428,938,757,966]
deputy-names: (1) கா.அருள்முருகன், 1/184, ஜல்லூத்துப்பட்டி, கம்மாளப்பட்டி, சேலம். (2) த.அருண், ஜல்லூத்துப்பட்டி, கம்மாளப்பட்டி, சேலம். (3) அகத்தாமி, ஜல்லூத்துப்பட்டி, கம்மாளப்பட்டி, சேலம். (4) பொ.ராஜ்குமார், ஜல்லூத்துப்பட்டி, கம்மாளப்பட்டி, சேலம். (5) கதேவேந்திரன், ஜல்லூத்துப்பட்டி, கம்மாளப்பட்டி, சேலம். [71,1453,399,1551]
organiser-name: ச.மணிமாறன், 1/2, மஞ்சப்பாளி, கம்மாளப்பட்டி, சேலம். [71,1599,399,1628]
branch-heading: மஞ்சப்பாளி கிளை [179,1572,291,1588]
deputy-label: துணை அமைப்பாளர்கள் : [785,857,921,868]
deputy-names: (1) ரா.தேவராம், காமராஜர் நகர், வட்டமுத்தாம்பட்டி, சேலம். (2) வெநவீன், காமராஜர் நகர், வட்டமுத்தாம்பட்டி, சேலம். (3) பரஞ்சித், காமராஜர் நகர், வட்டமுத்தாம்பட்டி, சேலம். (4) ப.தினேஷ், காமராஜர் நகர், வட்டமுத்தாம்பட்டி, சேலம். (5) ச.பிரதீப், காமராஜர் நகர், வட்டமுத்தாம்பட்டி, சேலம். [1141,500,1471,598]
booth-row [428,446,756,480]
news-columns [71,123,1478,2355]
booth-row [1141,1902,1471,1937]
organiser-name: ப.சிவசக்தி, 224, மேல்தெரு, கம்மாளப்பட்டி, சேலம். [505,750,756,762]
organiser-label: அமைப்பாளர் : [1141,851,1230,862]
branch-heading: அம்பேத்கர் நகர் கிளை [524,1081,660,1096]
deputy-names: (1) வெ.நடராஜ், 3–150, மல்லியமுடக்கு, கம்மாளப்பட்டி, சேலம். (2) கு.சக்திவேல், 6–20, மல்லியமுடக்கு, கம்மாளப்பட்டி, சேலம். (3) செ.சங்கர், 6–15, மல்லியமுடக்கு, கம்மாளப்பட்டி, சேலம். (4) பெ.சின்ராஜ், 6–12, மல்லியமுடக்கு, கம்மாளப்பட்டி, சேலம். (5) வெயுகநேதி, 3–150, மல்லியமுடக்கு, கம்மாளப்பட்டி, சேலம். [428,1505,756,1603]
organiser-name: சு.அண்ணாமலை, 8/164–1, வேடப்பட்டி, தும்பல்பட்டி, சேலம். [71,1769,400,1798]
booth-number: பாகம் – 22 : [1141,1905,1196,1934]
page-number: 12 [43,61,84,94]
branch-heading: புதுக்குடியிருப்பு கிளை – 2 [1226,1385,1386,1401]
booth-number: பாகம் – 294 : [428,373,465,402]
deputy-label: துணை அமைப்பாளர்கள் : [428,1790,561,1801]
organiser-name: கே.கௌதம், கெங்கம்மாள் கோயில் தெரு, வட்டமுத்தாம்பட்டி, சேலம். [1141,1038,1471,1067]
